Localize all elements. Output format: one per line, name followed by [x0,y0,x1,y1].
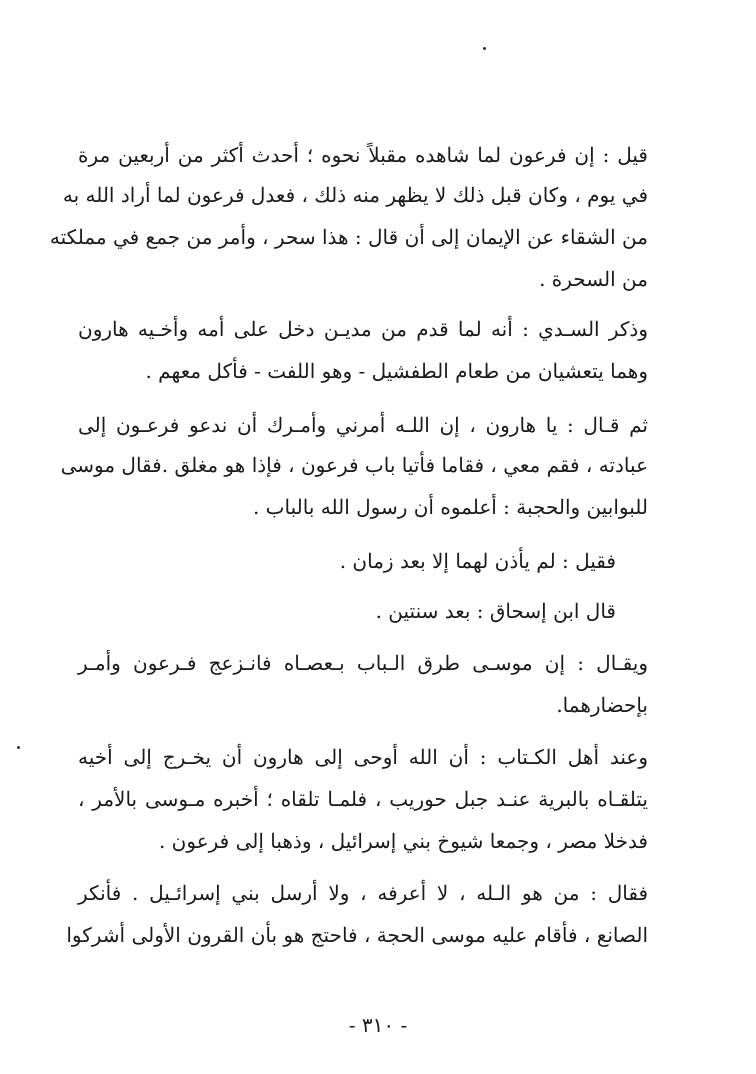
text-line: وعند أهل الكـتاب : أن الله أوحى إلى هارون أن يخـرج إلى أخيه [78,745,648,769]
text-line: قيل : إن فرعون لما شاهده مقبلاً نحوه ؛ أحدث أكثر من أربعين مرة [78,143,648,167]
text-line: بإحضارهما. [556,693,648,717]
text-line: من السحرة . [539,267,648,291]
text-line: في يوم ، وكان قبل ذلك لا يظهر منه ذلك ، فعدل فرعون لما أراد الله به [62,183,648,207]
text-line: ويقـال : إن موسـى طرق الـباب بـعصـاه فانـزعج فـرعون وأمـر [78,651,648,675]
text-line: للبوابين والحجبة : أعلموه أن رسول الله بالباب . [252,495,648,519]
text-line: الصانع ، فأقام عليه موسى الحجة ، فاحتج هو بأن القرون الأولى أشركوا [66,923,648,947]
text-line: ثم قـال : يا هارون ، إن اللـه أمرني وأمـرك أن ندعو فرعـون إلى [78,413,648,437]
text-line: فقال : من هو الـله ، لا أعرفه ، ولا أرسل بني إسرائـيل . فأنكر [78,881,648,905]
speck-mark [17,746,20,749]
text-line: فقيل : لم يأذن لهما إلا بعد زمان . [339,549,616,573]
page-number: - ٣١٠ - [348,1013,408,1037]
text-line: وهما يتعشيان من طعام الطفشيل - وهو اللفت - فأكل معهم . [145,359,648,383]
text-line: يتلقـاه بالبرية عنـد جبل حوريب ، فلمـا تلقاه ؛ أخبره مـوسى بالأمر ، [78,787,648,811]
text-line: وذكر السـدي : أنه لما قدم من مديـن دخل على أمه وأخـيه هارون [78,317,648,341]
text-line: فدخلا مصر ، وجمعا شيوخ بني إسرائيل ، وذهبا إلى فرعون . [158,829,648,853]
text-line: قال ابن إسحاق : بعد سنتين . [375,599,616,623]
text-line: من الشقاء عن الإيمان إلى أن قال : هذا سحر ، وأمر من جمع في مملكته [49,225,648,249]
speck-mark [483,47,486,50]
text-line: عبادته ، فقم معي ، فقاما فأتيا باب فرعون ، فإذا هو مغلق .فقال موسى [60,453,648,477]
